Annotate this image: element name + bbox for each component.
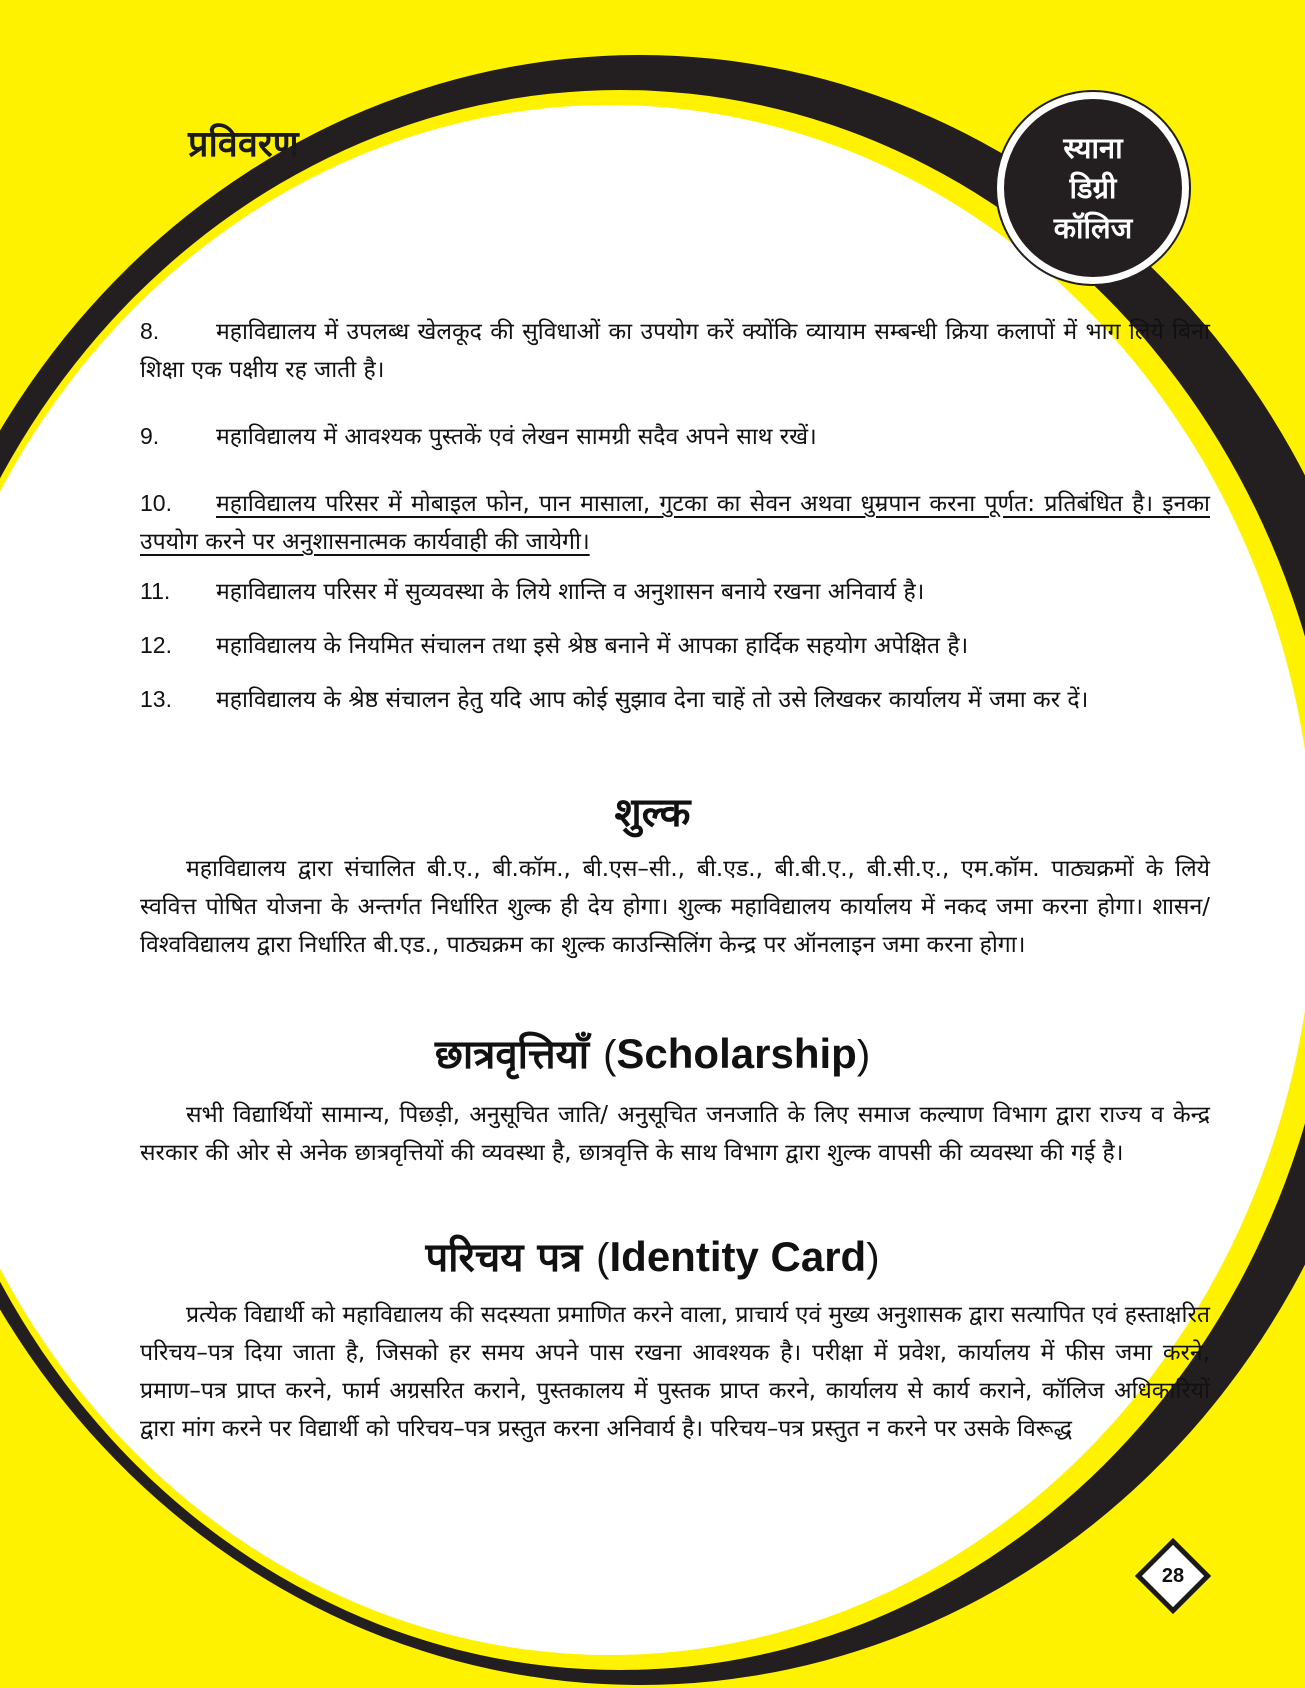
rule-item [140, 572, 1210, 611]
page-number: 28 [1161, 1565, 1185, 1587]
badge-line-3: कॉलिज [1053, 211, 1133, 245]
heading-paren-open: ( [603, 1033, 617, 1077]
rule-number: 10. [140, 490, 172, 516]
badge-line-1: स्याना [1063, 131, 1123, 165]
rule-number: 9. [140, 423, 160, 449]
identity-paragraph: प्रत्येक विद्यार्थी को महाविद्यालय की सदस्यता प्रमाणित करने वाला, प्राचार्य एवं मुख्य अनुशासक द्वारा सत्यापित एवं हस्ताक्षरित परिचय–पत्र दिया जाता है, जिसको हर समय अपने पास रखना आवश्यक है। परीक्षा में प्रवेश, कार्यालय में फीस जमा करने, प्रमाण–पत्र प्राप्त करने, फार्म अग्रसरित कराने, पुस्तकालय में पुस्तक प्राप्त करने, कार्यालय से कार्य कराने, कॉलिज अधिकारियों द्वारा मांग करने पर विद्यार्थी को परिचय–पत्र प्रस्तुत करना अनिवार्य है। परिचय–पत्र प्रस्तुत न करने पर उसके विरूद्ध [140, 1302, 1210, 1442]
fee-paragraph: महाविद्यालय द्वारा संचालित बी.ए., बी.कॉम., बी.एस–सी., बी.एड., बी.बी.ए., बी.सी.ए., एम.कॉम. पाठ्यक्रमों के लिये स्ववित्त पोषित योजना के अन्तर्गत निर्धारित शुल्क ही देय होगा। शुल्क महाविद्यालय कार्यालय में नकद जमा करना होगा। शासन/विश्वविद्यालय द्वारा निर्धारित बी.एड., पाठ्यक्रम का शुल्क काउन्सिलिंग केन्द्र पर ऑनलाइन जमा करना होगा। [140, 856, 1210, 958]
rule-item [140, 626, 1210, 665]
fee-heading: शुल्क [614, 790, 691, 836]
identity-heading [0, 1228, 1305, 1283]
badge-line-2: डिग्री [1069, 171, 1117, 205]
identity-heading-hindi: परिचय पत्र [425, 1235, 583, 1281]
rule-item [140, 680, 1210, 719]
rule-number: 11. [140, 578, 171, 604]
rule-number: 8. [140, 318, 160, 344]
rule-item [140, 417, 1210, 456]
heading-paren-close: ) [856, 1033, 871, 1077]
rule-number: 13. [140, 686, 172, 712]
heading-paren-close: ) [866, 1236, 880, 1280]
rule-text: महाविद्यालय परिसर में मोबाइल फोन, पान मासाला, गुटका का सेवन अथवा धुम्रपान करना पूर्णत: प्रतिबंधित है। इनका उपयोग करने पर अनुशासनात्मक कार्यवाही की जायेगी। [140, 491, 1210, 555]
scholarship-heading-english: Scholarship [616, 1030, 857, 1077]
rule-text: महाविद्यालय परिसर में सुव्यवस्था के लिये शान्ति व अनुशासन बनाये रखना अनिवार्य है। [216, 579, 925, 605]
rule-text: महाविद्यालय में आवश्यक पुस्तकें एवं लेखन सामग्री सदैव अपने साथ रखें। [216, 424, 817, 450]
rule-text: महाविद्यालय के श्रेष्ठ संचालन हेतु यदि आप कोई सुझाव देना चाहें तो उसे लिखकर कार्यालय में जमा कर दें। [216, 687, 1089, 713]
rule-text: महाविद्यालय के नियमित संचालन तथा इसे श्रेष्ठ बनाने में आपका हार्दिक सहयोग अपेक्षित है। [216, 633, 969, 659]
rule-text: महाविद्यालय में उपलब्ध खेलकूद की सुविधाओं का उपयोग करें क्योंकि व्यायाम सम्बन्धी क्रिया कलापों में भाग लिये बिना शिक्षा एक पक्षीय रह जाती है। [140, 319, 1210, 383]
scholarship-heading [0, 1025, 1305, 1080]
scholarship-heading-hindi: छात्रवृत्तियाँ [434, 1032, 590, 1078]
rule-item [140, 312, 1210, 389]
page-title: प्रविवरण [188, 124, 299, 165]
rule-number: 12. [140, 632, 172, 658]
rule-item [140, 484, 1210, 561]
identity-heading-english: Identity Card [609, 1233, 867, 1280]
scholarship-paragraph: सभी विद्यार्थियों सामान्य, पिछड़ी, अनुसूचित जाति/ अनुसूचित जनजाति के लिए समाज कल्याण विभाग द्वारा राज्य व केन्द्र सरकार की ओर से अनेक छात्रवृत्तियों की व्यवस्था है, छात्रवृत्ति के साथ विभाग द्वारा शुल्क वापसी की व्यवस्था की गई है। [140, 1102, 1210, 1166]
heading-paren-open: ( [596, 1236, 610, 1280]
college-badge [997, 92, 1189, 284]
